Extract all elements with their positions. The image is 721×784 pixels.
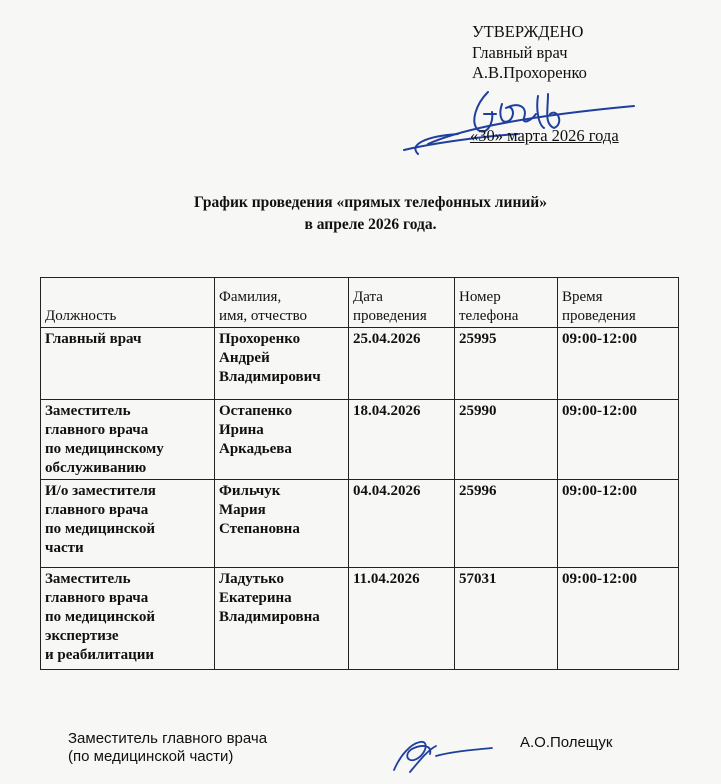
cell-phone: 57031 xyxy=(455,568,558,670)
title-line-2: в апреле 2026 года. xyxy=(304,216,437,233)
approval-date: «30» марта 2026 года xyxy=(470,126,619,145)
footer-position-line-2: (по медицинской части) xyxy=(68,748,234,765)
cell-position-line-3: по медицинской xyxy=(45,609,155,625)
table-body xyxy=(41,328,679,670)
footer-position-line-1: Заместитель главного врача xyxy=(68,730,268,747)
cell-position xyxy=(41,400,215,480)
cell-position-line-2: главного врача xyxy=(45,590,149,606)
document-title xyxy=(0,192,721,236)
footer-name: А.О.Полещук xyxy=(520,734,613,751)
cell-name-line-2: Мария xyxy=(219,502,266,518)
cell-position xyxy=(41,568,215,670)
cell-position-line-1: Заместитель xyxy=(45,571,131,587)
column-header-position xyxy=(41,278,215,328)
cell-position-line-4: экспертизе xyxy=(45,628,119,644)
footer-position xyxy=(68,730,267,766)
column-header-phone xyxy=(455,278,558,328)
column-header-position-line-1: Должность xyxy=(45,308,117,324)
table-row xyxy=(41,328,679,400)
cell-name-line-1: Ладутько xyxy=(219,571,285,587)
schedule-table xyxy=(40,277,679,670)
cell-name-line-1: Остапенко xyxy=(219,403,293,419)
cell-date: 18.04.2026 xyxy=(349,400,455,480)
column-header-name-line-2: имя, отчество xyxy=(219,308,308,324)
cell-name-line-2: Андрей xyxy=(219,350,270,366)
cell-name-line-3: Владимирович xyxy=(219,369,321,385)
cell-position-line-4: части xyxy=(45,540,84,556)
approval-position: Главный врач xyxy=(472,42,568,62)
column-header-phone-line-1: Номер xyxy=(459,289,501,305)
cell-time: 09:00-12:00 xyxy=(558,328,679,400)
column-header-time-line-1: Время xyxy=(562,289,603,305)
cell-name xyxy=(215,480,349,568)
cell-name xyxy=(215,400,349,480)
column-header-phone-line-2: телефона xyxy=(459,308,519,324)
cell-date: 04.04.2026 xyxy=(349,480,455,568)
approval-heading: УТВЕРЖДЕНО xyxy=(472,22,584,41)
cell-position-line-4: обслуживанию xyxy=(45,460,147,476)
column-header-date-line-1: Дата xyxy=(353,289,383,305)
cell-position-line-1: Главный врач xyxy=(45,331,142,347)
cell-name xyxy=(215,328,349,400)
table-row xyxy=(41,568,679,670)
column-header-date-line-2: проведения xyxy=(353,308,427,324)
cell-date: 11.04.2026 xyxy=(349,568,455,670)
cell-name-line-2: Екатерина xyxy=(219,590,292,606)
cell-name-line-1: Фильчук xyxy=(219,483,281,499)
column-header-time-line-2: проведения xyxy=(562,308,636,324)
cell-name-line-2: Ирина xyxy=(219,422,264,438)
cell-name-line-3: Владимировна xyxy=(219,609,320,625)
cell-phone: 25990 xyxy=(455,400,558,480)
cell-name-line-3: Степановна xyxy=(219,521,300,537)
cell-position-line-5: и реабилитации xyxy=(45,647,155,663)
column-header-name-line-1: Фамилия, xyxy=(219,289,282,305)
approval-block xyxy=(472,22,587,84)
cell-position-line-3: по медицинской xyxy=(45,521,155,537)
cell-position xyxy=(41,328,215,400)
cell-time: 09:00-12:00 xyxy=(558,568,679,670)
approval-name: А.В.Прохоренко xyxy=(472,63,587,82)
cell-date: 25.04.2026 xyxy=(349,328,455,400)
cell-position-line-1: И/о заместителя xyxy=(45,483,156,499)
cell-name-line-3: Аркадьева xyxy=(219,441,292,457)
deputy-signature-icon xyxy=(380,726,500,776)
cell-name-line-1: Прохоренко xyxy=(219,331,301,347)
table-row xyxy=(41,400,679,480)
table-header-row xyxy=(41,278,679,328)
cell-position-line-2: главного врача xyxy=(45,502,149,518)
column-header-date xyxy=(349,278,455,328)
column-header-time xyxy=(558,278,679,328)
cell-position xyxy=(41,480,215,568)
cell-position-line-1: Заместитель xyxy=(45,403,131,419)
cell-time: 09:00-12:00 xyxy=(558,480,679,568)
cell-phone: 25996 xyxy=(455,480,558,568)
table-row xyxy=(41,480,679,568)
title-line-1: График проведения «прямых телефонных линий» xyxy=(194,194,547,211)
cell-position-line-3: по медицинскому xyxy=(45,441,164,457)
cell-phone: 25995 xyxy=(455,328,558,400)
cell-position-line-2: главного врача xyxy=(45,422,149,438)
column-header-name xyxy=(215,278,349,328)
cell-name xyxy=(215,568,349,670)
cell-time: 09:00-12:00 xyxy=(558,400,679,480)
